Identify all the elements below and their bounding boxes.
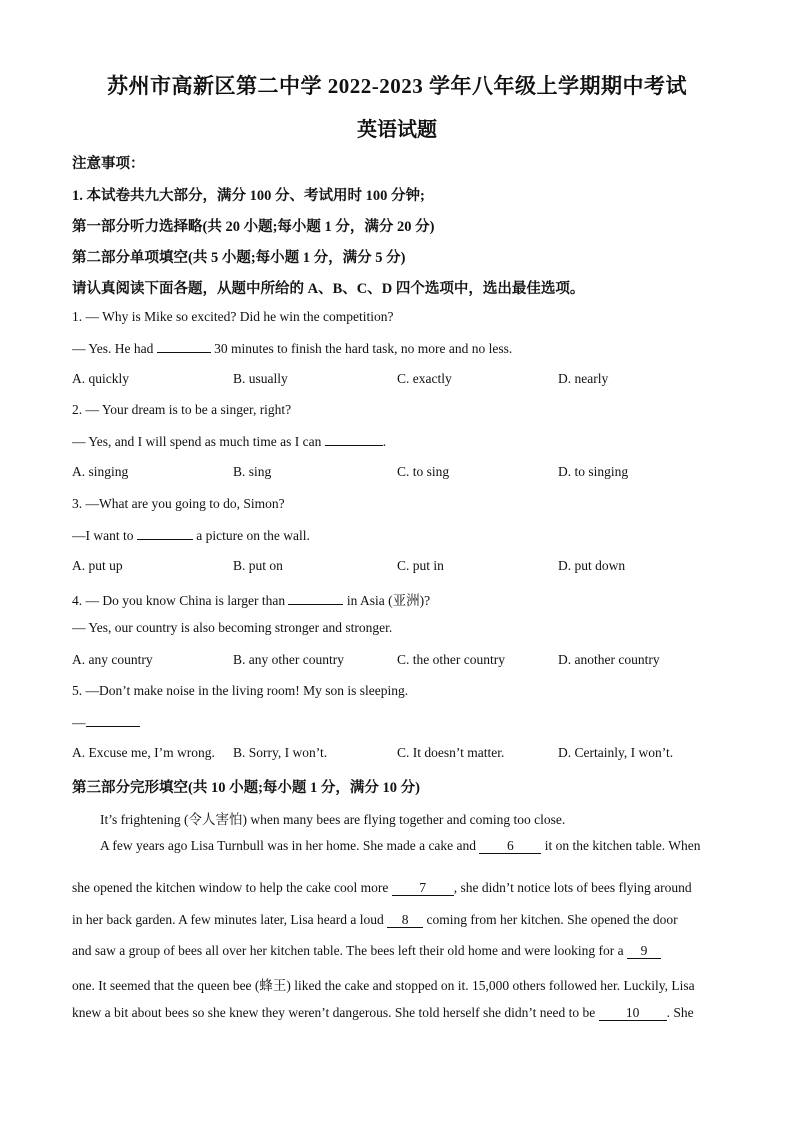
blank-6[interactable]: 6 (479, 839, 541, 854)
option-b: B. Sorry, I won’t. (233, 745, 328, 760)
passage-line-5: one. It seemed that the queen bee (蜂王) liked the cake and stopped on it. 15,000 others followed her. Luckily, Lisa (72, 978, 695, 993)
passage-text: , she didn’t notice lots of bees flying around (453, 880, 692, 895)
answer-line-3 (72, 527, 310, 544)
blank-9[interactable]: 9 (627, 944, 661, 959)
part2-heading: 第二部分单项填空(共 5 小题;每小题 1 分，满分 5 分) (72, 250, 406, 266)
option-d: D. another country (558, 652, 660, 667)
question-text: 4. — Do you know China is larger than (72, 593, 289, 608)
answer-text: 30 minutes to finish the hard task, no more and no less. (210, 341, 513, 356)
answer-text: — (72, 715, 86, 730)
passage-text: knew a bit about bees so she knew they weren’t dangerous. She told herself she didn’t need to be (72, 1005, 599, 1020)
page-title: 苏州市高新区第二中学 2022-2023 学年八年级上学期期中考试 (107, 74, 687, 98)
passage-line-2 (72, 880, 722, 896)
blank-8[interactable]: 8 (387, 913, 423, 928)
question-5: 5. —Don’t make noise in the living room! My son is sleeping. (72, 683, 409, 698)
question-text: in Asia (亚洲)? (343, 593, 431, 608)
passage-text: . She (666, 1005, 694, 1020)
option-a: A. put up (72, 558, 123, 573)
passage-text: coming from her kitchen. She opened the door (423, 912, 678, 927)
part3-heading: 第三部分完形填空(共 10 小题;每小题 1 分，满分 10 分) (72, 780, 420, 796)
page-subtitle: 英语试题 (357, 119, 437, 141)
question-3: 3. —What are you going to do, Simon? (72, 496, 285, 511)
passage-intro: It’s frightening (令人害怕) when many bees are flying together and coming too close. (100, 812, 566, 827)
answer-line-2 (72, 433, 386, 450)
option-d: D. put down (558, 558, 626, 573)
blank-10[interactable]: 10 (599, 1006, 667, 1021)
question-blank[interactable] (288, 592, 343, 605)
blank-7[interactable]: 7 (392, 881, 454, 896)
answer-line-1 (72, 340, 512, 357)
question-2: 2. — Your dream is to be a singer, right? (72, 402, 292, 417)
passage-text: Lisa Turnbull was in her home. She made a cake and (187, 838, 480, 853)
answer-blank[interactable] (86, 714, 140, 727)
option-c: C. the other country (397, 652, 505, 667)
answer-line-4: — Yes, our country is also becoming stronger and stronger. (72, 620, 393, 635)
passage-text: she opened the kitchen window to help the cake cool more (72, 880, 392, 895)
option-d: D. nearly (558, 371, 609, 386)
part1-heading: 第一部分听力选择略(共 20 小题;每小题 1 分，满分 20 分) (72, 219, 435, 235)
option-a: A. singing (72, 464, 129, 479)
passage-text: it on the kitchen table. When (541, 838, 701, 853)
option-d: D. to singing (558, 464, 629, 479)
answer-text: — Yes. He had (72, 341, 157, 356)
answer-blank[interactable] (325, 433, 383, 446)
option-b: B. put on (233, 558, 283, 573)
answer-text: a picture on the wall. (192, 528, 310, 543)
option-c: C. exactly (397, 371, 452, 386)
passage-text: A few years ago (100, 838, 188, 853)
answer-text: —I want to (72, 528, 137, 543)
passage-text: in her back garden. A few minutes later, Lisa heard a loud (72, 912, 388, 927)
option-a: A. Excuse me, I’m wrong. (72, 745, 215, 760)
option-b: B. usually (233, 371, 288, 386)
answer-text: — Yes, and I will spend as much time as I can (72, 434, 325, 449)
notes-line-1: 1. 本试卷共九大部分，满分 100 分、考试用时 100 分钟; (72, 188, 425, 204)
option-d: D. Certainly, I won’t. (558, 745, 674, 760)
answer-blank[interactable] (157, 340, 211, 353)
option-b: B. any other country (233, 652, 344, 667)
option-c: C. to sing (397, 464, 450, 479)
option-b: B. sing (233, 464, 272, 479)
option-a: A. quickly (72, 371, 129, 386)
option-c: C. It doesn’t matter. (397, 745, 505, 760)
passage-line-4 (72, 943, 722, 959)
answer-line-5 (72, 714, 140, 731)
passage-text: and saw a group of bees all over her kitchen table. The bees left their old home and were looking for a (72, 943, 627, 958)
passage-line-1 (100, 838, 722, 854)
notes-heading: 注意事项： (72, 156, 145, 172)
passage-line-6 (72, 1005, 722, 1021)
option-a: A. any country (72, 652, 153, 667)
passage-line-3 (72, 912, 722, 928)
answer-text: . (382, 434, 387, 449)
answer-blank[interactable] (137, 527, 193, 540)
question-1: 1. — Why is Mike so excited? Did he win the competition? (72, 309, 394, 324)
option-c: C. put in (397, 558, 444, 573)
question-4 (72, 589, 430, 609)
part2-instructions: 请认真阅读下面各题，从题中所给的 A、B、C、D 四个选项中，选出最佳选项。 (72, 281, 585, 297)
